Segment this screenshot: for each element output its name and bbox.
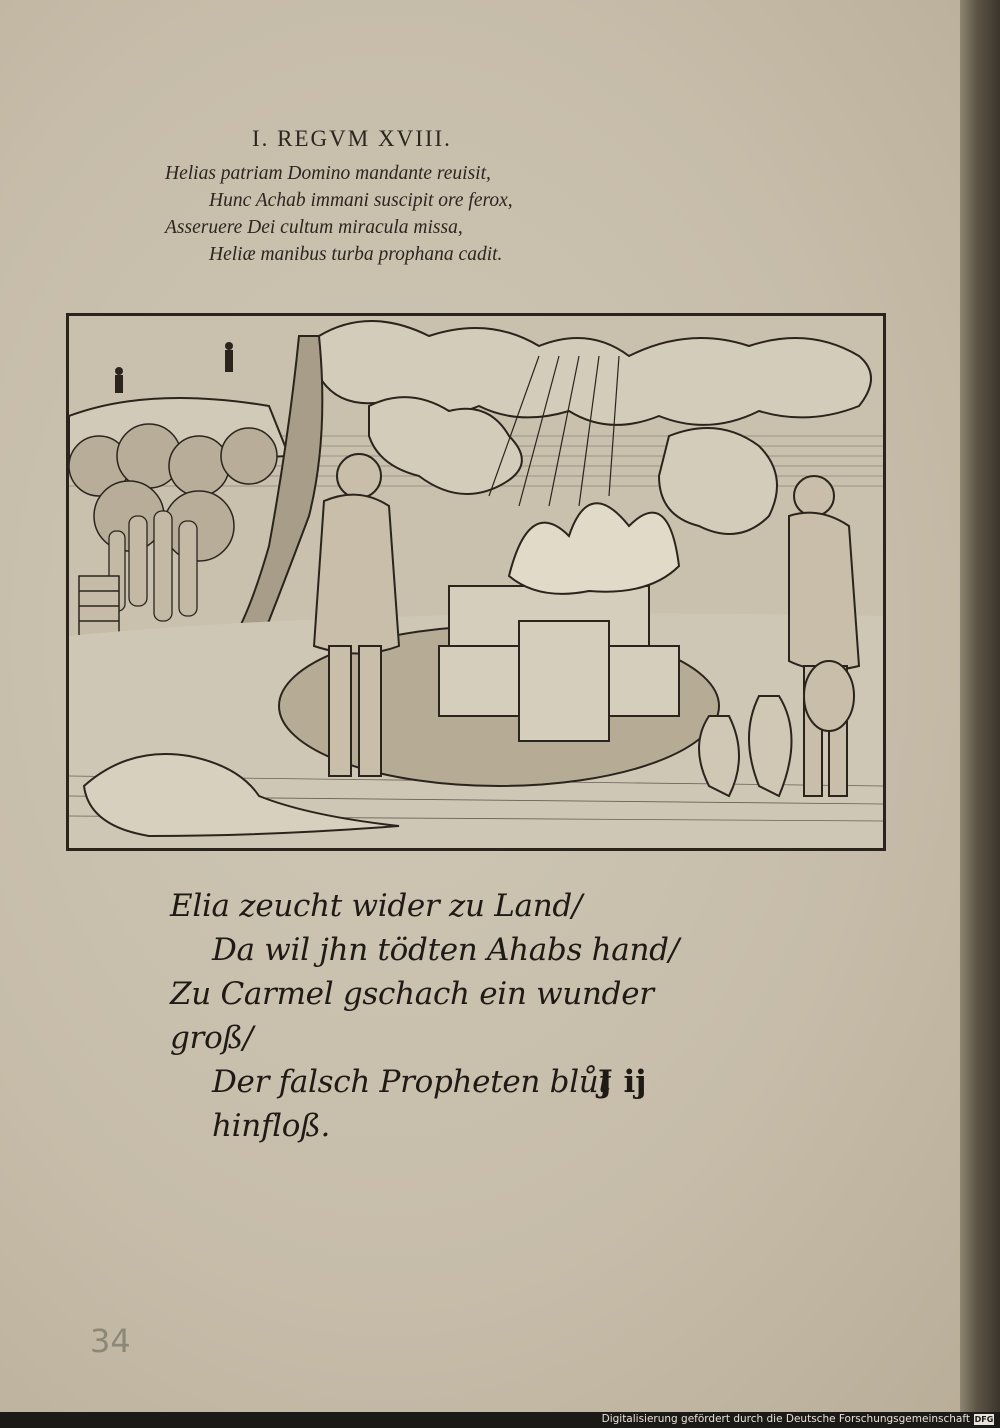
footer-credit: Digitalisierung gefördert durch die Deutsche Forschungsgemeinschaft [601, 1413, 970, 1425]
german-verse [170, 884, 730, 1148]
german-line-4: Der falsch Propheten blůt hinfloß. [212, 1064, 611, 1144]
latin-verse [165, 160, 685, 268]
latin-line-1: Helias patriam Domino mandante reuisit, [165, 163, 491, 184]
dfg-logo-icon: DFG [974, 1415, 994, 1424]
latin-line-3: Asseruere Dei cultum miracula missa, [165, 217, 463, 238]
pencil-folio-number: 34 [90, 1322, 131, 1360]
signature-mark: J ij [598, 1064, 647, 1100]
woodcut-scene [69, 316, 883, 848]
latin-line-2: Hunc Achab immani suscipit ore ferox, [209, 190, 513, 211]
german-line-3: Zu Carmel gschach ein wunder groß/ [170, 976, 654, 1056]
german-line-1: Elia zeucht wider zu Land/ [170, 888, 583, 924]
german-line-2: Da wil jhn tödten Ahabs hand/ [212, 932, 679, 968]
woodcut-illustration [66, 313, 886, 851]
page-heading: I. REGVM XVIII. [252, 126, 452, 151]
latin-line-4: Heliæ manibus turba prophana cadit. [209, 244, 503, 265]
page-edge-shadow [960, 0, 1000, 1412]
